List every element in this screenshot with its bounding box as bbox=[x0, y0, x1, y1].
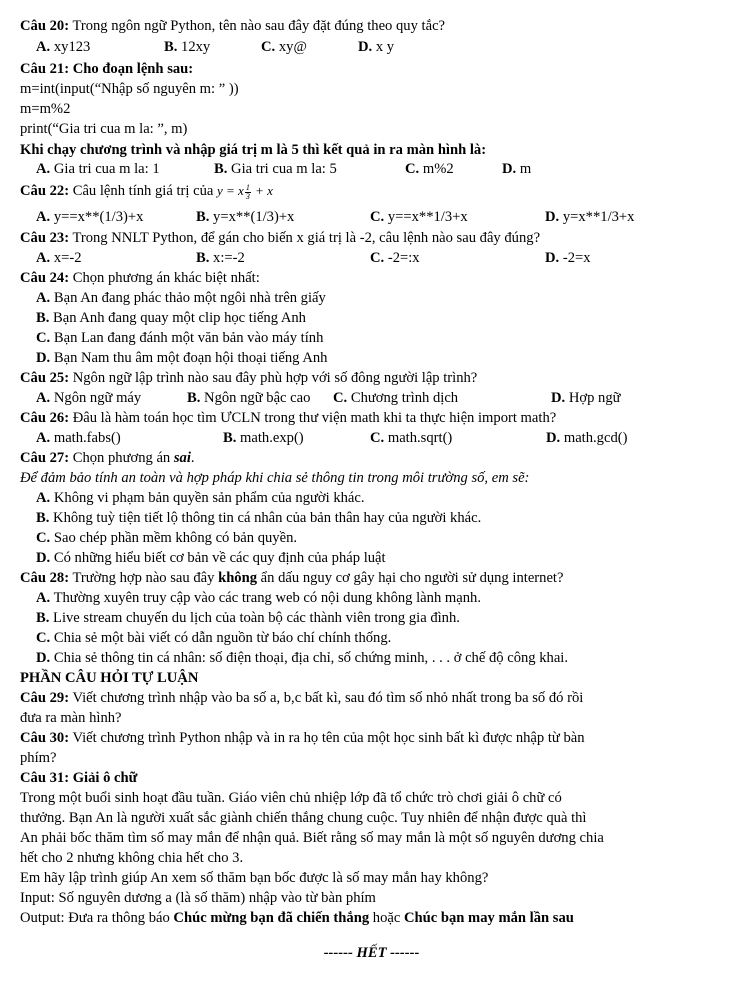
question-23-options bbox=[36, 249, 716, 267]
question-29: Câu 29: Viết chương trình nhập vào ba số a, b,c bất kì, sau đó tìm số nhỏ nhất trong ba số đó rồi bbox=[20, 690, 584, 706]
question-text: Trong ngôn ngữ Python, tên nào sau đây đặt đúng theo quy tắc? bbox=[69, 18, 446, 34]
option-c[interactable]: C. -2=:x bbox=[370, 250, 420, 266]
question-20-options bbox=[36, 38, 716, 56]
question-25 bbox=[20, 369, 477, 387]
question-label: Câu 27: bbox=[20, 450, 70, 466]
option-a[interactable]: A. y==x**(1/3)+x bbox=[36, 209, 144, 225]
end-marker: ------ HẾT ------ bbox=[323, 945, 420, 961]
option-c[interactable]: C. m%2 bbox=[405, 161, 454, 177]
question-text: Câu lệnh tính giá trị của bbox=[69, 183, 217, 199]
question-text: Chọn phương án khác biệt nhất: bbox=[69, 270, 260, 286]
question-label: Câu 20: bbox=[20, 18, 70, 34]
question-text: Trong NNLT Python, để gán cho biến x giá trị là -2, câu lệnh nào sau đây đúng? bbox=[69, 230, 541, 246]
question-22 bbox=[20, 182, 273, 201]
option-a[interactable]: A. x=-2 bbox=[36, 250, 82, 266]
question-text: Đâu là hàm toán học tìm ƯCLN trong thư viện math khi ta thực hiện import math? bbox=[69, 410, 557, 426]
question-27: Câu 27: Chọn phương án sai. bbox=[20, 450, 195, 466]
option-c[interactable]: C. xy@ bbox=[261, 39, 307, 55]
option-b[interactable]: B. x:=-2 bbox=[196, 250, 245, 266]
question-label: Câu 23: bbox=[20, 230, 70, 246]
option-c[interactable]: C. Chương trình dịch bbox=[333, 390, 459, 406]
option-d[interactable]: D. -2=x bbox=[545, 250, 591, 266]
question-text: Ngôn ngữ lập trình nào sau đây phù hợp với số đông người lập trình? bbox=[69, 370, 478, 386]
option-d[interactable]: D. y=x**1/3+x bbox=[545, 209, 635, 225]
paragraph-line: hết cho 2 nhưng không chia hết cho 3. bbox=[20, 850, 244, 866]
question-label: Câu 26: bbox=[20, 410, 70, 426]
option-c[interactable]: C. Bạn Lan đang đánh một văn bản vào máy tính bbox=[36, 330, 324, 346]
option-b[interactable]: B. Gia tri cua m la: 5 bbox=[214, 161, 337, 177]
option-a[interactable]: A. Thường xuyên truy cập vào các trang web có nội dung không lành mạnh. bbox=[36, 590, 481, 606]
question-28: Câu 28: Trường hợp nào sau đây không ẩn dấu nguy cơ gây hại cho người sử dụng internet? bbox=[20, 570, 564, 586]
formula: y = x $\frac{1}{3}$ + x bbox=[217, 182, 273, 201]
option-b[interactable]: B. y=x**(1/3)+x bbox=[196, 209, 295, 225]
option-d[interactable]: D. math.gcd() bbox=[546, 430, 628, 446]
option-d[interactable]: D. Chia sẻ thông tin cá nhân: số điện thoại, địa chỉ, số chứng minh, . . . ở chế độ công khai. bbox=[36, 650, 569, 666]
question-label: Câu 24: bbox=[20, 270, 70, 286]
option-d[interactable]: D. m bbox=[502, 161, 532, 177]
question-21-label: Câu 21: Cho đoạn lệnh sau: bbox=[20, 61, 194, 77]
code-line: m=int(input(“Nhập số nguyên m: ” )) bbox=[20, 81, 239, 97]
option-a[interactable]: A. Gia tri cua m la: 1 bbox=[36, 161, 160, 177]
emphasis: sai bbox=[173, 450, 191, 466]
option-a[interactable]: A. math.fabs() bbox=[36, 430, 121, 446]
question-23 bbox=[20, 229, 540, 247]
option-d[interactable]: D. Có những hiểu biết cơ bản về các quy định của pháp luật bbox=[36, 550, 386, 566]
option-b[interactable]: B. Không tuỳ tiện tiết lộ thông tin cá nhân của bản thân hay của người khác. bbox=[36, 510, 482, 526]
question-21-prompt: Khi chạy chương trình và nhập giá trị m là 5 thì kết quả in ra màn hình là: bbox=[20, 142, 487, 158]
question-31-label: Câu 31: Giải ô chữ bbox=[20, 770, 138, 786]
option-b[interactable]: B. math.exp() bbox=[223, 430, 304, 446]
option-d[interactable]: D. Hợp ngữ bbox=[551, 390, 621, 406]
option-d[interactable]: D. Bạn Nam thu âm một đoạn hội thoại tiếng Anh bbox=[36, 350, 328, 366]
question-26 bbox=[20, 409, 556, 427]
section-title: PHẦN CÂU HỎI TỰ LUẬN bbox=[20, 670, 199, 686]
option-a[interactable]: A. Ngôn ngữ máy bbox=[36, 390, 142, 406]
question-26-options bbox=[36, 429, 716, 447]
question-22-options bbox=[36, 208, 716, 226]
option-b[interactable]: B. Ngôn ngữ bậc cao bbox=[187, 390, 311, 406]
question-21-options bbox=[36, 160, 716, 178]
question-30: Câu 30: Viết chương trình Python nhập và in ra họ tên của một học sinh bất kì được nhập từ bàn bbox=[20, 730, 585, 746]
question-label: Câu 22: bbox=[20, 183, 70, 199]
question-25-options bbox=[36, 389, 716, 407]
question-text: Chọn phương án bbox=[69, 450, 174, 466]
code-line: print(“Gia tri cua m la: ”, m) bbox=[20, 121, 188, 137]
question-label: Câu 25: bbox=[20, 370, 70, 386]
option-d[interactable]: D. x y bbox=[358, 39, 395, 55]
option-b[interactable]: B. 12xy bbox=[164, 39, 211, 55]
question-30-cont: phím? bbox=[20, 750, 57, 766]
question-label: Câu 30: bbox=[20, 730, 70, 746]
question-29-cont: đưa ra màn hình? bbox=[20, 710, 122, 726]
paragraph-line: Trong một buổi sinh hoạt đầu tuần. Giáo viên chủ nhiệp lớp đã tổ chức trò chơi giải ô chữ có bbox=[20, 790, 562, 806]
paragraph-line: Em hãy lập trình giúp An xem số thăm bạn bốc được là số may mắn hay không? bbox=[20, 870, 489, 886]
option-c[interactable]: C. math.sqrt() bbox=[370, 430, 453, 446]
option-a[interactable]: A. xy123 bbox=[36, 39, 91, 55]
paragraph-line: thưởng. Bạn An là người xuất sắc giành chiến thắng chung cuộc. Tuy nhiên để nhận được quà thì bbox=[20, 810, 587, 826]
output-spec: Output: Đưa ra thông báo Chúc mừng bạn đã chiến thắng hoặc Chúc bạn may mắn lần sau bbox=[20, 910, 574, 926]
option-c[interactable]: C. Sao chép phần mềm không có bản quyền. bbox=[36, 530, 298, 546]
code-line: m=m%2 bbox=[20, 101, 71, 117]
question-24 bbox=[20, 269, 260, 287]
option-c[interactable]: C. y==x**1/3+x bbox=[370, 209, 468, 225]
input-spec: Input: Số nguyên dương a (là số thăm) nhập vào từ bàn phím bbox=[20, 890, 376, 906]
question-label: Câu 29: bbox=[20, 690, 70, 706]
question-27-prompt: Để đảm bảo tính an toàn và hợp pháp khi chia sẻ thông tin trong môi trường số, em sẽ: bbox=[20, 470, 530, 486]
option-a[interactable]: A. Bạn An đang phác thảo một ngôi nhà trên giấy bbox=[36, 290, 326, 306]
option-a[interactable]: A. Không vi phạm bản quyền sản phẩm của người khác. bbox=[36, 490, 365, 506]
option-b[interactable]: B. Live stream chuyến du lịch của toàn bộ các thành viên trong gia đình. bbox=[36, 610, 460, 626]
option-c[interactable]: C. Chia sẻ một bài viết có dẫn nguồn từ báo chí chính thống. bbox=[36, 630, 392, 646]
question-20 bbox=[20, 17, 445, 35]
question-label: Câu 28: bbox=[20, 570, 70, 586]
paragraph-line: An phải bốc thăm tìm số may mắn để nhận quả. Biết rằng số may mắn là một số nguyên dương chia bbox=[20, 830, 604, 846]
option-b[interactable]: B. Bạn Anh đang quay một clip học tiếng Anh bbox=[36, 310, 306, 326]
emphasis: không bbox=[218, 570, 258, 586]
